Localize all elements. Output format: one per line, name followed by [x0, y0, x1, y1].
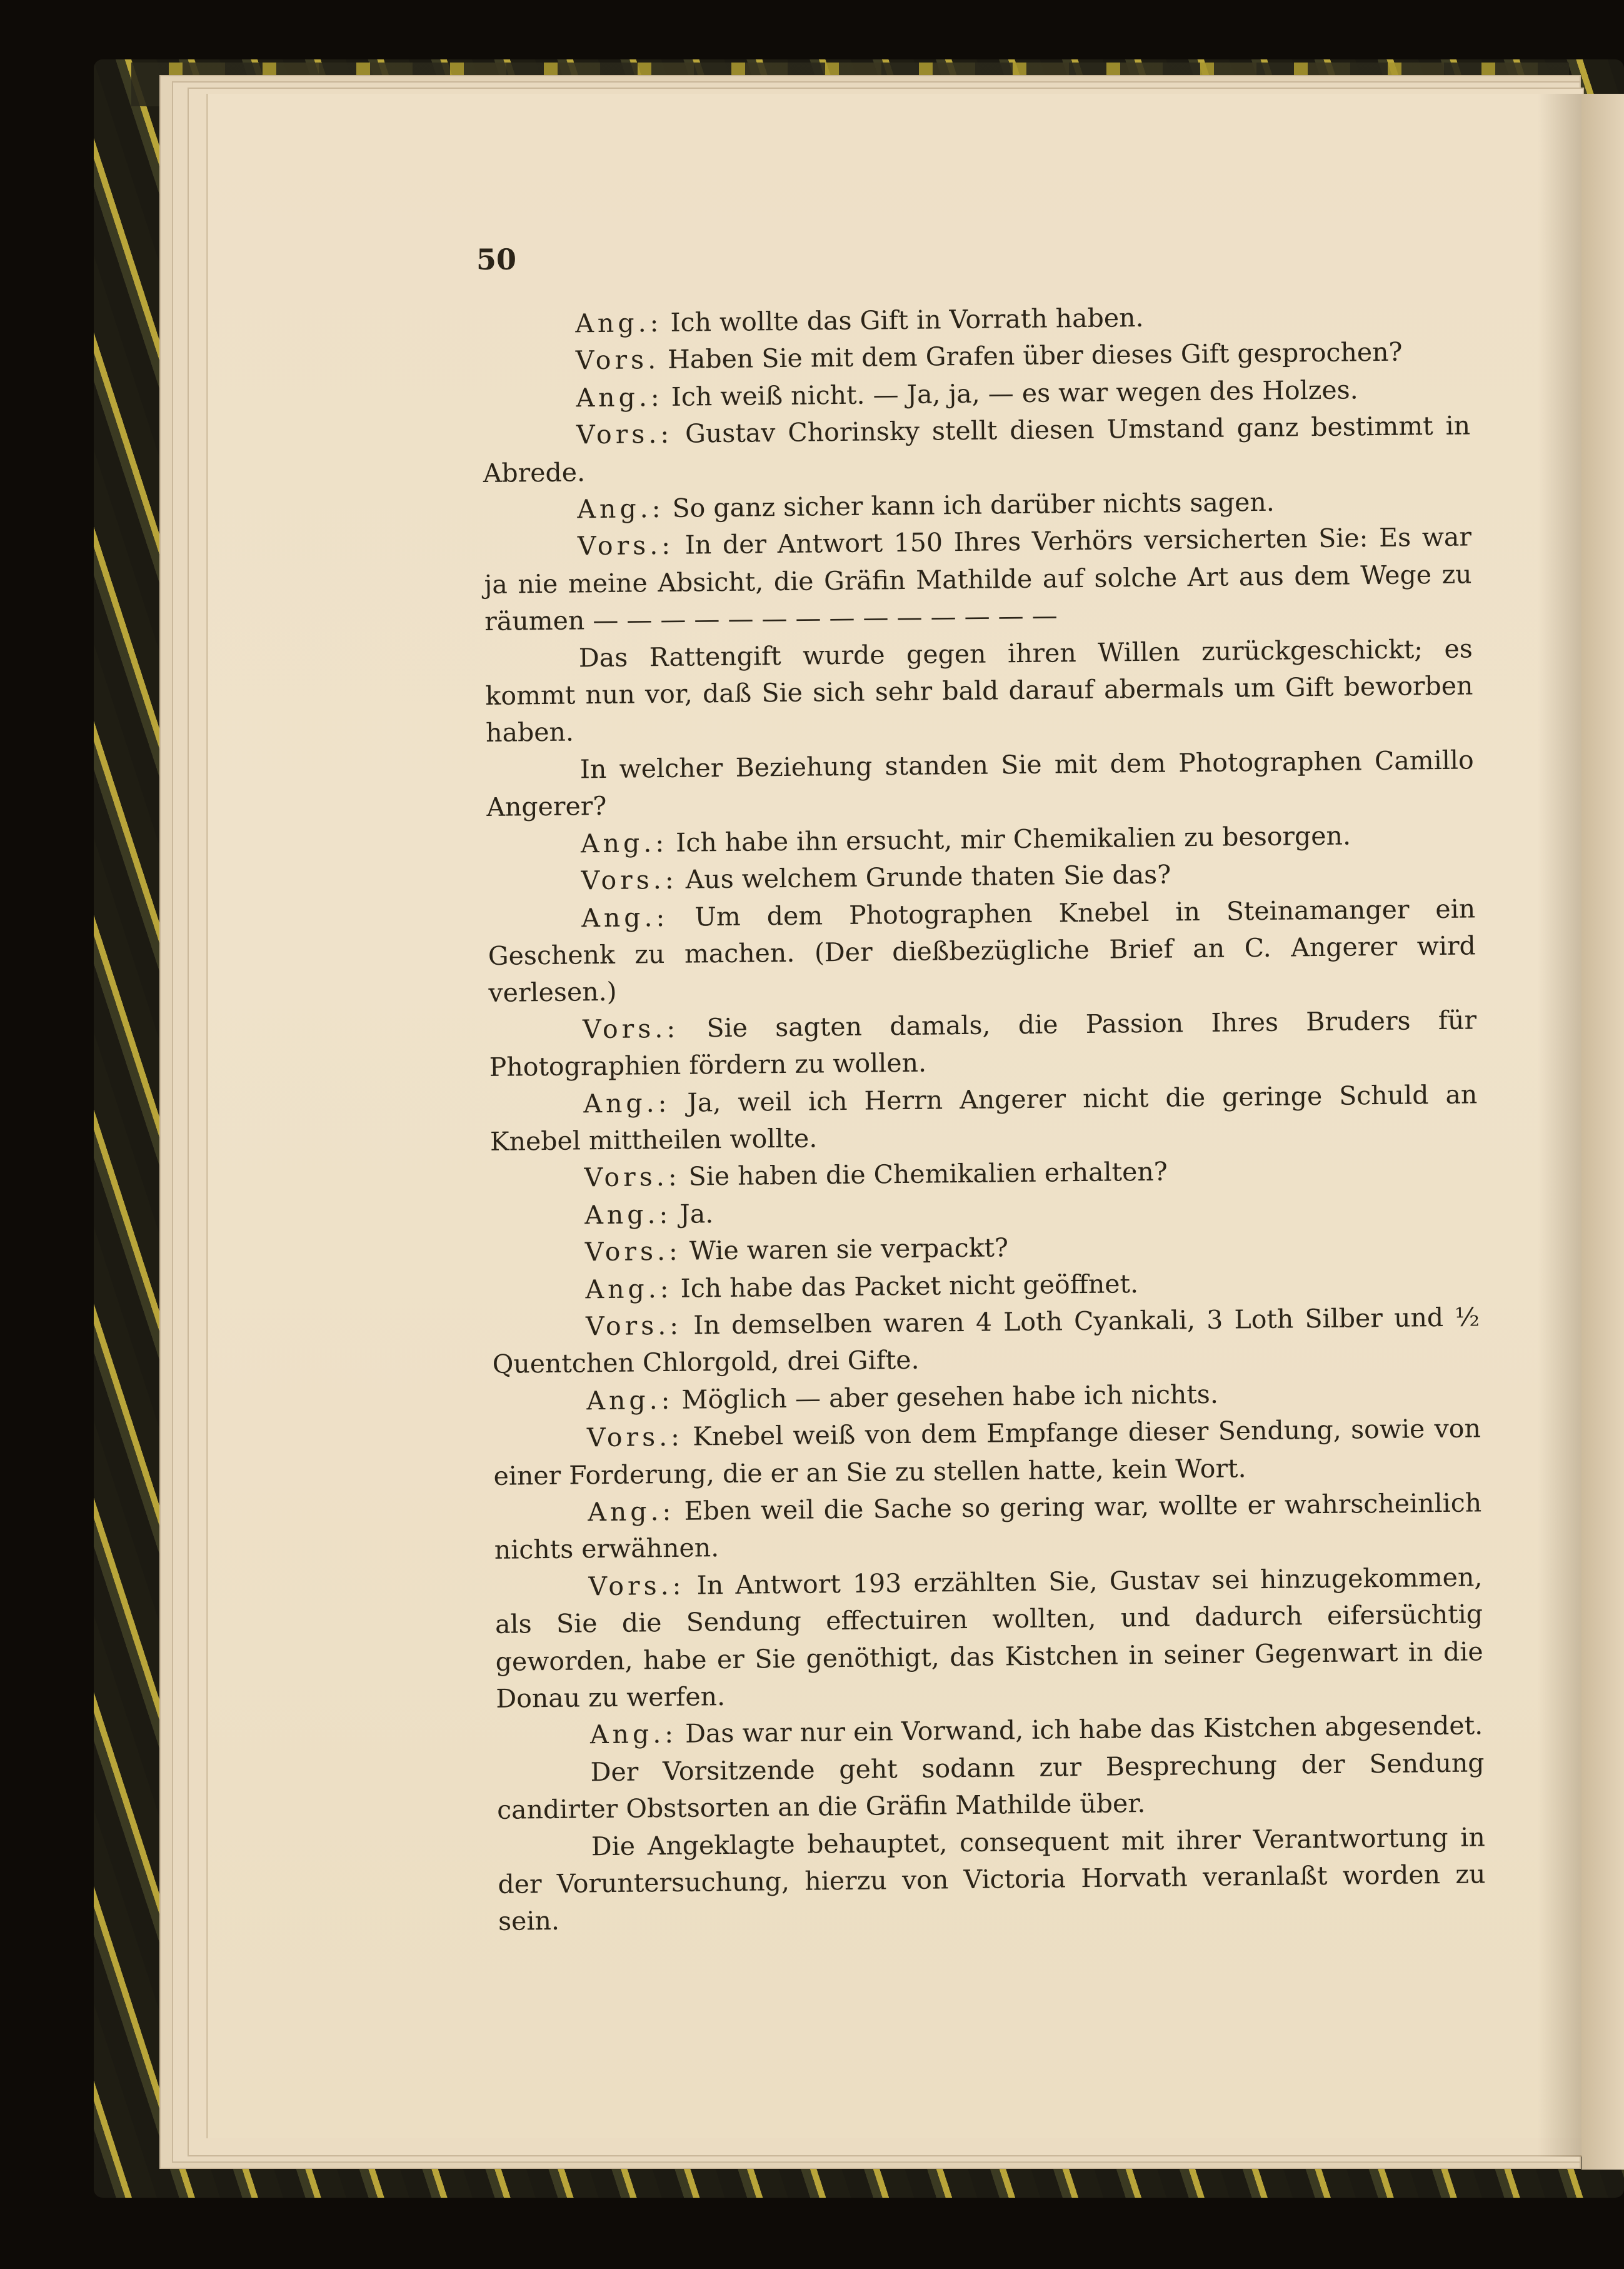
paragraph-text: Ich wollte das Gift in Vorrath haben.: [670, 302, 1144, 338]
paragraph-text: In welcher Beziehung standen Sie mit dem Photographen Camillo Angerer?: [486, 745, 1474, 823]
paragraph: [492, 1299, 1480, 1383]
page-number: 50: [476, 243, 517, 276]
paragraph: [488, 890, 1476, 1012]
paragraph-text: Der Vorsitzende geht sodann zur Besprechung der Sendung candirter Obstsorten an die Gräfin Mathilde über.: [496, 1748, 1485, 1826]
paragraph-text: Haben Sie mit dem Grafen über dieses Gift gesprochen?: [667, 336, 1403, 375]
paragraph-text: In Antwort 193 erzählten Sie, Gustav sei hinzugekommen, als Sie die Sendung effectuiren wollten, und dadurch eifersüchtig geworden, habe er Sie genöthigt, das Kistchen in seiner Gegenwart in die Donau zu werfen.: [494, 1562, 1483, 1714]
speaker-label: Ang.:: [583, 1087, 671, 1119]
speaker-label: Vors.:: [588, 1570, 685, 1602]
speaker-label: Ang.:: [576, 381, 663, 413]
paragraph: [484, 519, 1473, 641]
speaker-label: Vors.:: [586, 1421, 684, 1453]
speaker-label: Vors.:: [576, 419, 673, 450]
paragraph-text: In demselben waren 4 Loth Cyankali, 3 Loth Silber und ½ Quentchen Chlorgold, drei Gifte.: [492, 1302, 1480, 1380]
paragraph-text: Ich habe das Packet nicht geöffnet.: [680, 1268, 1139, 1304]
paragraph: [494, 1559, 1483, 1718]
paragraph-text: In der Antwort 150 Ihres Verhörs versicherten Sie: Es war ja nie meine Absicht, die Gräfin Mathilde auf solche Art aus dem Wege zu räumen — — — — — — — — — — — — — —: [484, 521, 1472, 637]
paragraph-text: Ja, weil ich Herrn Angerer nicht die geringe Schuld an Knebel mittheilen wollte.: [489, 1079, 1478, 1157]
speaker-label: Vors.:: [577, 530, 674, 561]
speaker-label: Ang.:: [589, 1719, 678, 1750]
gutter-shadow: [1538, 94, 1581, 2157]
paragraph: [494, 1484, 1482, 1569]
paragraph: [496, 1744, 1485, 1829]
speaker-label: Ang.:: [577, 493, 664, 525]
speaker-label: Vors.:: [584, 1235, 682, 1267]
speaker-label: Vors.:: [585, 1310, 683, 1342]
speaker-label: Vors.:: [582, 1013, 679, 1045]
paragraph: [489, 1076, 1478, 1160]
speaker-label: Ang.:: [586, 1384, 674, 1416]
paragraph: [485, 630, 1474, 752]
paragraph-text: Das war nur ein Vorwand, ich habe das Kistchen abgesendet.: [684, 1710, 1483, 1749]
speaker-label: Ang.:: [584, 1199, 672, 1230]
speaker-label: Vors.: [575, 345, 660, 376]
speaker-label: Vors.:: [584, 1162, 681, 1193]
paragraph-text: Die Angeklagte behauptet, consequent mit ihrer Verantwortung in der Voruntersuchung, hierzu von Victoria Horvath veranlaßt worden zu sein.: [498, 1821, 1486, 1937]
paragraph-text: Gustav Chorinsky stellt diesen Umstand ganz bestimmt in Abrede.: [483, 410, 1471, 488]
paragraph-text: Das Rattengift wurde gegen ihren Willen zurückgeschickt; es kommt nun vor, daß Sie sich sehr bald darauf abermals um Gift beworben haben.: [485, 633, 1473, 748]
paragraph-text: Sie sagten damals, die Passion Ihres Bruders für Photographien fördern zu wollen.: [489, 1005, 1477, 1083]
paragraph-text: Ja.: [679, 1198, 714, 1229]
paragraph: [489, 1002, 1477, 1086]
paragraph-text: Eben weil die Sache so gering war, wollte er wahrscheinlich nichts erwähnen.: [494, 1487, 1482, 1566]
paragraph: [483, 408, 1471, 492]
paragraph-text: So ganz sicher kann ich darüber nichts sagen.: [672, 486, 1275, 523]
paragraph-text: Um dem Photographen Knebel in Steinamanger ein Geschenk zu machen. (Der dießbezügliche Brief an C. Angerer wird verlesen.): [488, 893, 1476, 1009]
paragraph-text: Knebel weiß von dem Empfange dieser Sendung, sowie von einer Forderung, die er an Sie zu stellen hatte, kein Wort.: [493, 1413, 1481, 1491]
facing-page-edge: [1581, 94, 1624, 2170]
speaker-label: Ang.:: [581, 902, 669, 933]
paragraph-text: Ich weiß nicht. — Ja, ja, — es war wegen des Holzes.: [671, 375, 1358, 412]
speaker-label: Ang.:: [580, 827, 668, 859]
paragraph-text: Wie waren sie verpackt?: [689, 1232, 1009, 1266]
speaker-label: Ang.:: [587, 1496, 675, 1527]
speaker-label: Vors.:: [581, 864, 678, 896]
paragraph-text: Sie haben die Chemikalien erhalten?: [688, 1156, 1168, 1192]
paragraph-text: Ich habe ihn ersucht, mir Chemikalien zu besorgen.: [675, 820, 1351, 858]
paragraph-text: Möglich — aber gesehen habe ich nichts.: [681, 1379, 1219, 1415]
speaker-label: Ang.:: [585, 1273, 673, 1304]
page-text: [481, 296, 1486, 1940]
paragraph-text: Aus welchem Grunde thaten Sie das?: [685, 859, 1171, 895]
speaker-label: Ang.:: [575, 307, 663, 339]
paragraph: [498, 1819, 1486, 1941]
paragraph: [486, 742, 1474, 826]
paragraph: [493, 1411, 1481, 1495]
